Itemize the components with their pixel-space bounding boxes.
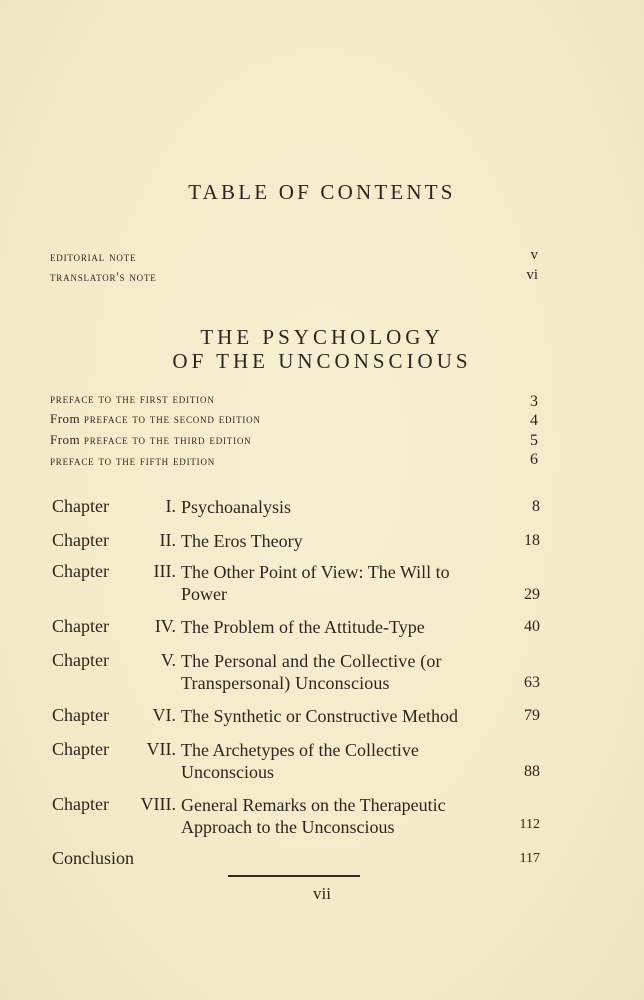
chapter-page: 8 [532, 498, 540, 515]
chapter-page: 88 [524, 763, 540, 780]
preface-label: preface to the second edition [83, 411, 261, 426]
section-heading-line-2: OF THE UNCONSCIOUS [172, 349, 472, 373]
toc-page-preface-first: 3 [530, 393, 538, 410]
chapter-word: Chapter [52, 739, 109, 759]
chapter-title: General Remarks on the Therapeutic Approach to the Unconscious [181, 795, 446, 837]
toc-entry-preface-third [50, 432, 251, 448]
chapter-page: 112 [519, 817, 540, 832]
toc-entry-preface-fifth [50, 453, 215, 469]
toc-page-preface-fifth: 6 [530, 451, 538, 468]
chapter-title: Psychoanalysis [181, 497, 291, 517]
chapter-number: VI. [152, 705, 176, 725]
chapter-number: IV. [154, 616, 176, 636]
chapter-title: The Personal and the Collective (or Transpersonal) Unconscious [181, 651, 442, 693]
chapter-word: Chapter [52, 616, 109, 636]
chapter-title: The Eros Theory [181, 531, 303, 551]
toc-entry-conclusion: Conclusion [52, 848, 135, 868]
chapter-page: 40 [524, 618, 540, 635]
chapter-number: II. [159, 530, 176, 550]
toc-entry-translators-note: translator's note [50, 269, 157, 284]
toc-page-preface-third: 5 [530, 432, 538, 449]
preface-label: preface to the fifth edition [50, 453, 216, 468]
chapter-title: The Archetypes of the Collective Unconscious [181, 740, 419, 782]
preface-label: preface to the third edition [83, 432, 252, 447]
chapter-title: The Problem of the Attitude-Type [181, 617, 425, 637]
chapter-number: VIII. [140, 794, 176, 814]
toc-page-conclusion: 117 [519, 851, 540, 866]
toc-entry-editorial-note: editorial note [50, 249, 137, 264]
chapter-page: 18 [524, 532, 540, 549]
toc-page-preface-second: 4 [530, 412, 538, 429]
chapter-word: Chapter [52, 561, 109, 581]
chapter-number: III. [153, 561, 176, 581]
preface-prefix: From [50, 432, 84, 447]
chapter-word: Chapter [52, 650, 109, 670]
chapter-page: 79 [524, 707, 540, 724]
chapter-title: The Synthetic or Constructive Method [181, 706, 458, 726]
chapter-word: Chapter [52, 496, 109, 516]
preface-label: preface to the first edition [50, 391, 215, 406]
chapter-number: I. [165, 496, 176, 516]
preface-prefix: From [50, 411, 84, 426]
chapter-word: Chapter [52, 530, 109, 550]
chapter-word: Chapter [52, 794, 109, 814]
chapter-number: VII. [146, 739, 176, 759]
toc-page-translators-note: vi [526, 267, 538, 283]
toc-entry-preface-second [50, 411, 261, 427]
page-folio: vii [313, 884, 331, 903]
toc-page-editorial-note: v [530, 247, 538, 263]
chapter-title: The Other Point of View: The Will to Power [181, 562, 450, 604]
page-title: TABLE OF CONTENTS [188, 180, 456, 204]
section-heading-line-1: THE PSYCHOLOGY [200, 325, 444, 349]
chapter-page: 29 [524, 586, 540, 603]
toc-entry-preface-first [50, 391, 215, 407]
chapter-word: Chapter [52, 705, 109, 725]
chapter-page: 63 [524, 674, 540, 691]
footer-rule [228, 875, 360, 877]
chapter-number: V. [160, 650, 176, 670]
